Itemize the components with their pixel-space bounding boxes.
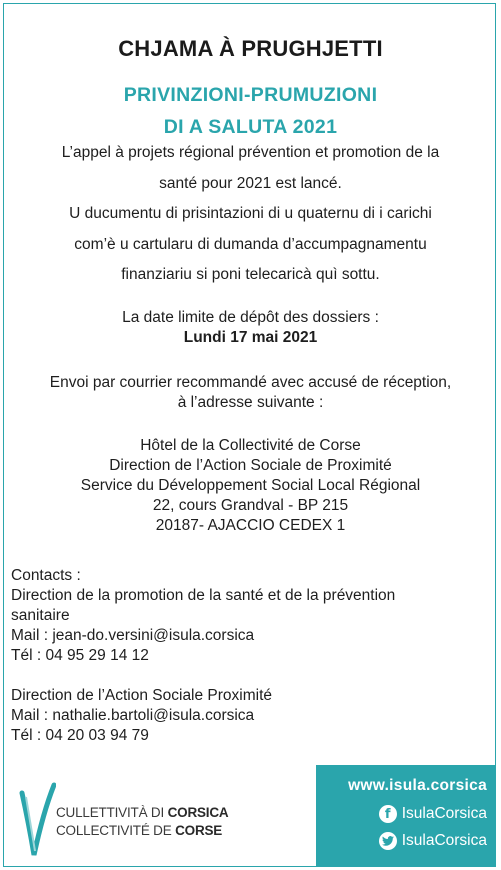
sending-line: Envoi par courrier recommandé avec accusé de réception, [49,374,452,391]
social-panel [316,765,496,867]
deadline-label: La date limite de dépôt des dossiers : [122,309,379,326]
contacts-heading: Contacts : [11,567,81,584]
deadline-date: Lundi 17 mai 2021 [183,329,318,346]
logo-text-corsican: CULLETTIVITÀ DI CORSICA [56,805,229,820]
contacts-block [11,566,486,746]
subtitle-line-2: DI A SALUTA 2021 [163,116,338,138]
logo-mark-icon [16,771,56,863]
twitter-label: IsulaCorsica [401,832,487,849]
intro-line: finanziariu si poni telecaricà quì sottu. [121,266,380,283]
contact-1-name: Direction de la promotion de la santé et de la prévention [11,587,396,604]
contact-2-name: Direction de l’Action Sociale Proximité [11,687,273,704]
twitter-bird-glyph [382,836,394,846]
spacer [11,666,486,686]
logo-text-french: COLLECTIVITÉ DE CORSE [56,823,223,838]
deadline-block [8,308,493,348]
postal-address [8,436,493,536]
intro-line: U ducumentu di prisintazioni di u quaternu di i carichi [69,205,432,222]
footer [4,765,496,867]
address-line: 20187- AJACCIO CEDEX 1 [155,517,346,534]
contact-2-email[interactable]: Mail : nathalie.bartoli@isula.corsica [11,707,255,724]
address-line: Direction de l’Action Sociale de Proximité [109,457,392,474]
sending-instructions [8,373,493,413]
intro-line: santé pour 2021 est lancé. [159,174,342,192]
intro-line: com’è u cartularu di dumanda d’accumpagnamentu [74,235,427,253]
facebook-link[interactable] [379,805,487,823]
contact-1-email[interactable]: Mail : jean-do.versini@isula.corsica [11,627,255,644]
intro-line: L’appel à projets régional prévention et promotion de la [61,144,440,161]
address-line: Hôtel de la Collectivité de Corse [140,437,361,454]
corsica-logo [16,771,229,863]
website-link[interactable]: www.isula.corsica [348,777,487,794]
contact-1-phone[interactable]: Tél : 04 95 29 14 12 [11,647,149,664]
twitter-icon [379,832,397,850]
sending-line: à l’adresse suivante : [177,394,324,411]
facebook-label: IsulaCorsica [401,805,487,822]
facebook-icon: f [379,805,397,823]
twitter-link[interactable] [379,832,487,850]
contact-1-name-cont: sanitaire [11,607,70,624]
intro-paragraph [20,138,481,291]
page-title: CHJAMA À PRUGHJETTI [118,36,383,61]
address-line: 22, cours Grandval - BP 215 [152,497,349,514]
contact-2-phone[interactable]: Tél : 04 20 03 94 79 [11,727,149,744]
subtitle-line-1: PRIVINZIONI-PRUMUZIONI [123,84,378,106]
address-line: Service du Développement Social Local Régional [80,477,421,494]
